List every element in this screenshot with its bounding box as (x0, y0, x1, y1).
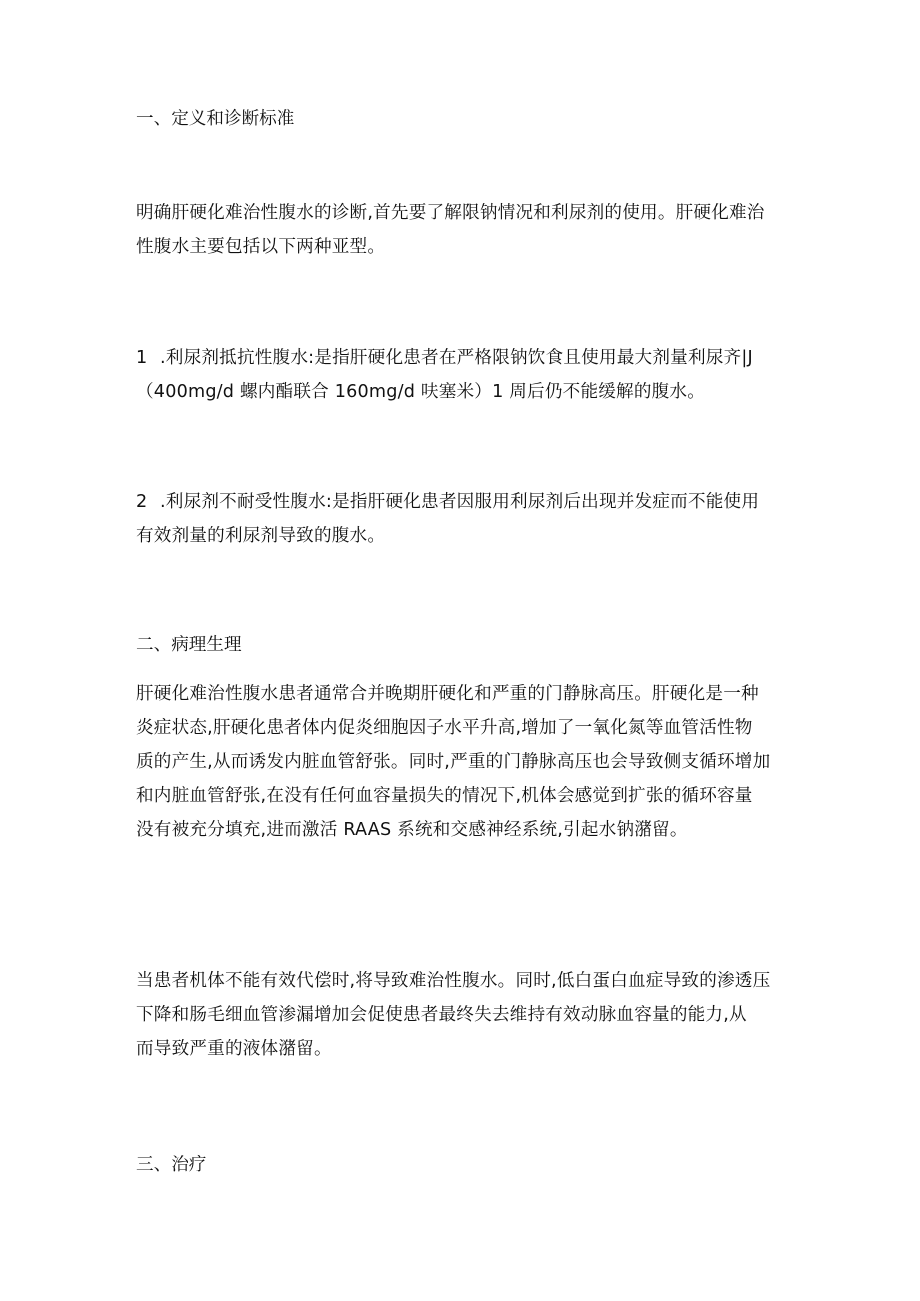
text-line: 炎症状态,肝硬化患者体内促炎细胞因子水平升高,增加了一氧化氮等血管活性物 (136, 718, 753, 738)
definition-item-2 (136, 485, 796, 553)
text-line: 明确肝硬化难治性腹水的诊断,首先要了解限钠情况和利尿剂的使用。肝硬化难治 (136, 203, 765, 223)
text-line: （400mg/d 螺内酯联合 160mg/d 呋塞米）1 周后仍不能缓解的腹水。 (136, 382, 706, 402)
pathophysiology-paragraph-2 (136, 964, 796, 1066)
text-line: 和内脏血管舒张,在没有任何血容量损失的情况下,机体会感觉到扩张的循环容量 (136, 786, 753, 806)
text-line: 没有被充分填充,进而激活 RAAS 系统和交感神经系统,引起水钠潴留。 (136, 820, 688, 840)
item-text: .利尿剂抵抗性腹水:是指肝硬化患者在严格限钠饮食且使用最大剂量利尿齐|J (160, 348, 753, 368)
text-line (136, 485, 796, 519)
text-line (136, 341, 796, 375)
section-heading-pathophysiology: 二、病理生理 (136, 635, 242, 655)
text-line: 下降和肠毛细血管渗漏增加会促使患者最终失去维持有效动脉血容量的能力,从 (136, 1005, 747, 1025)
text-line: 肝硬化难治性腹水患者通常合并晚期肝硬化和严重的门静脉高压。肝硬化是一种 (136, 684, 759, 704)
text-line: 性腹水主要包括以下两种亚型。 (136, 237, 386, 257)
section-heading-definition: 一、定义和诊断标准 (136, 109, 295, 129)
text-line: 当患者机体不能有效代偿时,将导致难治性腹水。同时,低白蛋白血症导致的渗透压 (136, 971, 771, 991)
definition-intro-paragraph (136, 196, 796, 264)
item-number: 2 (136, 492, 148, 512)
item-text: .利尿剂不耐受性腹水:是指肝硬化患者因服用利尿剂后出现并发症而不能使用 (160, 492, 760, 512)
pathophysiology-paragraph-1 (136, 677, 796, 847)
section-heading-treatment: 三、治疗 (136, 1155, 207, 1175)
definition-item-1 (136, 341, 796, 409)
text-line: 而导致严重的液体潴留。 (136, 1039, 332, 1059)
text-line: 质的产生,从而诱发内脏血管舒张。同时,严重的门静脉高压也会导致侧支循环增加 (136, 752, 771, 772)
item-number: 1 (136, 348, 148, 368)
text-line: 有效剂量的利尿剂导致的腹水。 (136, 526, 386, 546)
